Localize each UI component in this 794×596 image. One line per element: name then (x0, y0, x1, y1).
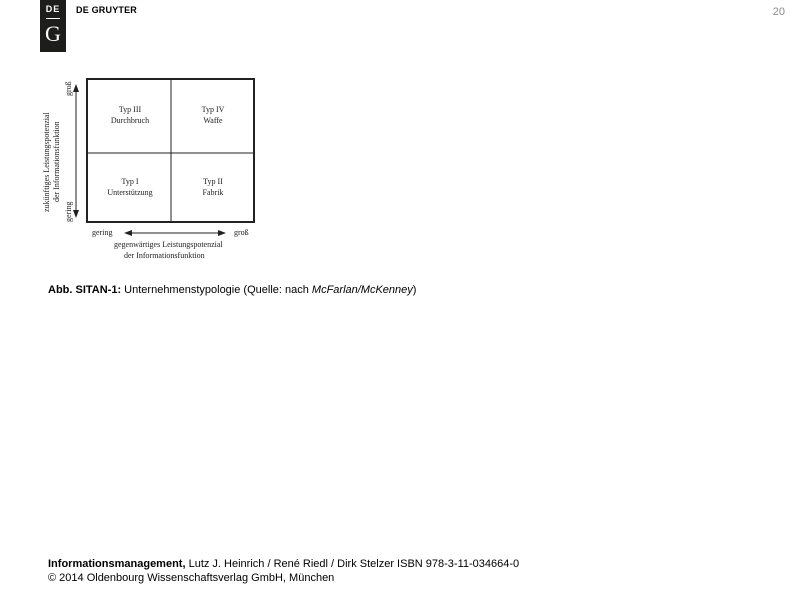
cell-type-label: Typ II (203, 177, 223, 186)
cell-type-label: Typ I (121, 177, 139, 186)
logo-divider (46, 18, 60, 19)
footer-copyright: © 2014 Oldenbourg Wissenschaftsverlag GmbH, München (48, 572, 335, 584)
x-axis-arrow-head-right (218, 230, 226, 236)
cell-top-left (89, 104, 171, 126)
figure-caption (48, 284, 416, 296)
publisher-name: DE GRUYTER (76, 5, 138, 15)
x-axis-high-label: groß (234, 228, 249, 237)
y-axis-label-line2: der Informationsfunktion (52, 121, 61, 202)
cell-bottom-left (89, 176, 171, 198)
y-axis-high-label: groß (64, 81, 73, 96)
caption-text: Unternehmenstypologie (Quelle: nach (121, 284, 312, 296)
cell-top-right (172, 104, 254, 126)
cell-bottom-right (172, 176, 254, 198)
x-axis-arrow-head-left (124, 230, 132, 236)
page-footer (48, 557, 519, 585)
cell-name-label: Durchbruch (110, 116, 150, 125)
logo-de-text: DE (45, 4, 61, 14)
x-axis-label-line2: der Informationsfunktion (124, 251, 205, 260)
y-axis-label-line1: zukünftiges Leistungspotenzial (42, 112, 51, 212)
publisher-logo (40, 0, 66, 52)
caption-label: Abb. SITAN-1: (48, 284, 122, 296)
y-axis-arrow-head-up (73, 84, 79, 92)
typology-matrix-figure (38, 72, 262, 270)
caption-source: McFarlan/McKenney (311, 284, 413, 296)
caption-close: ) (412, 284, 417, 296)
cell-type-label: Typ IV (201, 105, 225, 114)
x-axis-label-line1: gegenwärtiges Leistungspotenzial (114, 240, 223, 249)
footer-book-title: Informationsmanagement, (48, 558, 186, 570)
cell-type-label: Typ III (118, 105, 142, 114)
footer-citation-line (48, 557, 519, 571)
footer-authors: Lutz J. Heinrich / René Riedl / Dirk Stelzer ISBN 978-3-11-034664-0 (185, 558, 520, 570)
logo-g-text: G (45, 21, 61, 46)
cell-name-label: Waffe (203, 116, 223, 125)
x-axis-low-label: gering (92, 228, 113, 237)
cell-name-label: Fabrik (202, 188, 224, 197)
page-number: 20 (772, 6, 785, 18)
y-axis-arrow-head-down (73, 210, 79, 218)
y-axis-low-label: gering (64, 201, 73, 222)
cell-name-label: Unterstützung (107, 188, 153, 197)
